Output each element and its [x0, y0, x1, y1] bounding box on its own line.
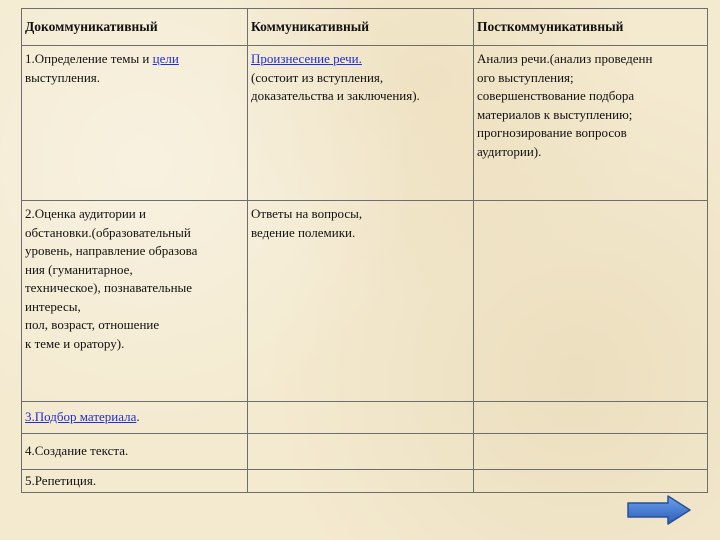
cell-speech-delivery [248, 46, 474, 201]
cell-rehearsal: 5.Репетиция. [22, 470, 248, 493]
stages-table [21, 8, 708, 493]
table-row [22, 201, 708, 402]
cell-speech-analysis [474, 46, 708, 201]
speech-delivery-link[interactable]: Произнесение речи. [251, 51, 362, 66]
cell-line: прогнозирование вопросов [477, 125, 627, 140]
cell-line: Анализ речи.(анализ проведенн [477, 51, 653, 66]
cell-audience-assessment [22, 201, 248, 402]
cell-empty [248, 402, 474, 434]
cell-line: 2.Оценка аудитории и [25, 206, 146, 221]
cell-empty [474, 470, 708, 493]
table-row [22, 434, 708, 470]
cell-line: техническое), познавательные [25, 280, 193, 295]
right-arrow-icon[interactable] [626, 494, 692, 526]
cell-text: . [136, 409, 140, 425]
cell-line: материалов к выступлению; [477, 106, 633, 122]
goals-link[interactable]: цели [152, 51, 179, 66]
cell-answers-polemics [248, 201, 474, 402]
cell-empty [474, 434, 708, 470]
cell-text: выступления. [25, 69, 101, 85]
cell-line: совершенствование подбора [477, 88, 635, 103]
cell-line: обстановки.(образовательный [25, 224, 191, 240]
cell-empty [248, 434, 474, 470]
cell-line: уровень, направление образова [25, 243, 198, 258]
cell-line: интересы, [25, 298, 81, 314]
cell-empty [248, 470, 474, 493]
table-row [22, 470, 708, 493]
cell-line: к теме и оратору). [25, 335, 125, 351]
cell-material-selection [22, 402, 248, 434]
cell-line: ого выступления; [477, 69, 574, 85]
cell-line: аудитории). [477, 143, 542, 159]
table-row [22, 46, 708, 201]
cell-text-creation: 4.Создание текста. [22, 434, 248, 470]
cell-empty [474, 201, 708, 402]
cell-line: (состоит из вступления, [251, 69, 384, 85]
cell-empty [474, 402, 708, 434]
cell-topic-definition [22, 46, 248, 201]
cell-line: ния (гуманитарное, [25, 261, 133, 277]
header-communicative: Коммуникативный [248, 9, 474, 46]
cell-line: пол, возраст, отношение [25, 317, 160, 332]
header-post-communicative: Посткоммуникативный [474, 9, 708, 46]
header-pre-communicative: Докоммуникативный [22, 9, 248, 46]
cell-line: Ответы на вопросы, [251, 206, 363, 221]
cell-line: ведение полемики. [251, 224, 356, 240]
header-row [22, 9, 708, 46]
cell-line: доказательства и заключения). [251, 88, 420, 103]
material-selection-link[interactable]: 3.Подбор материала [25, 409, 137, 425]
table-row [22, 402, 708, 434]
cell-text: 1.Определение темы и [25, 51, 153, 66]
